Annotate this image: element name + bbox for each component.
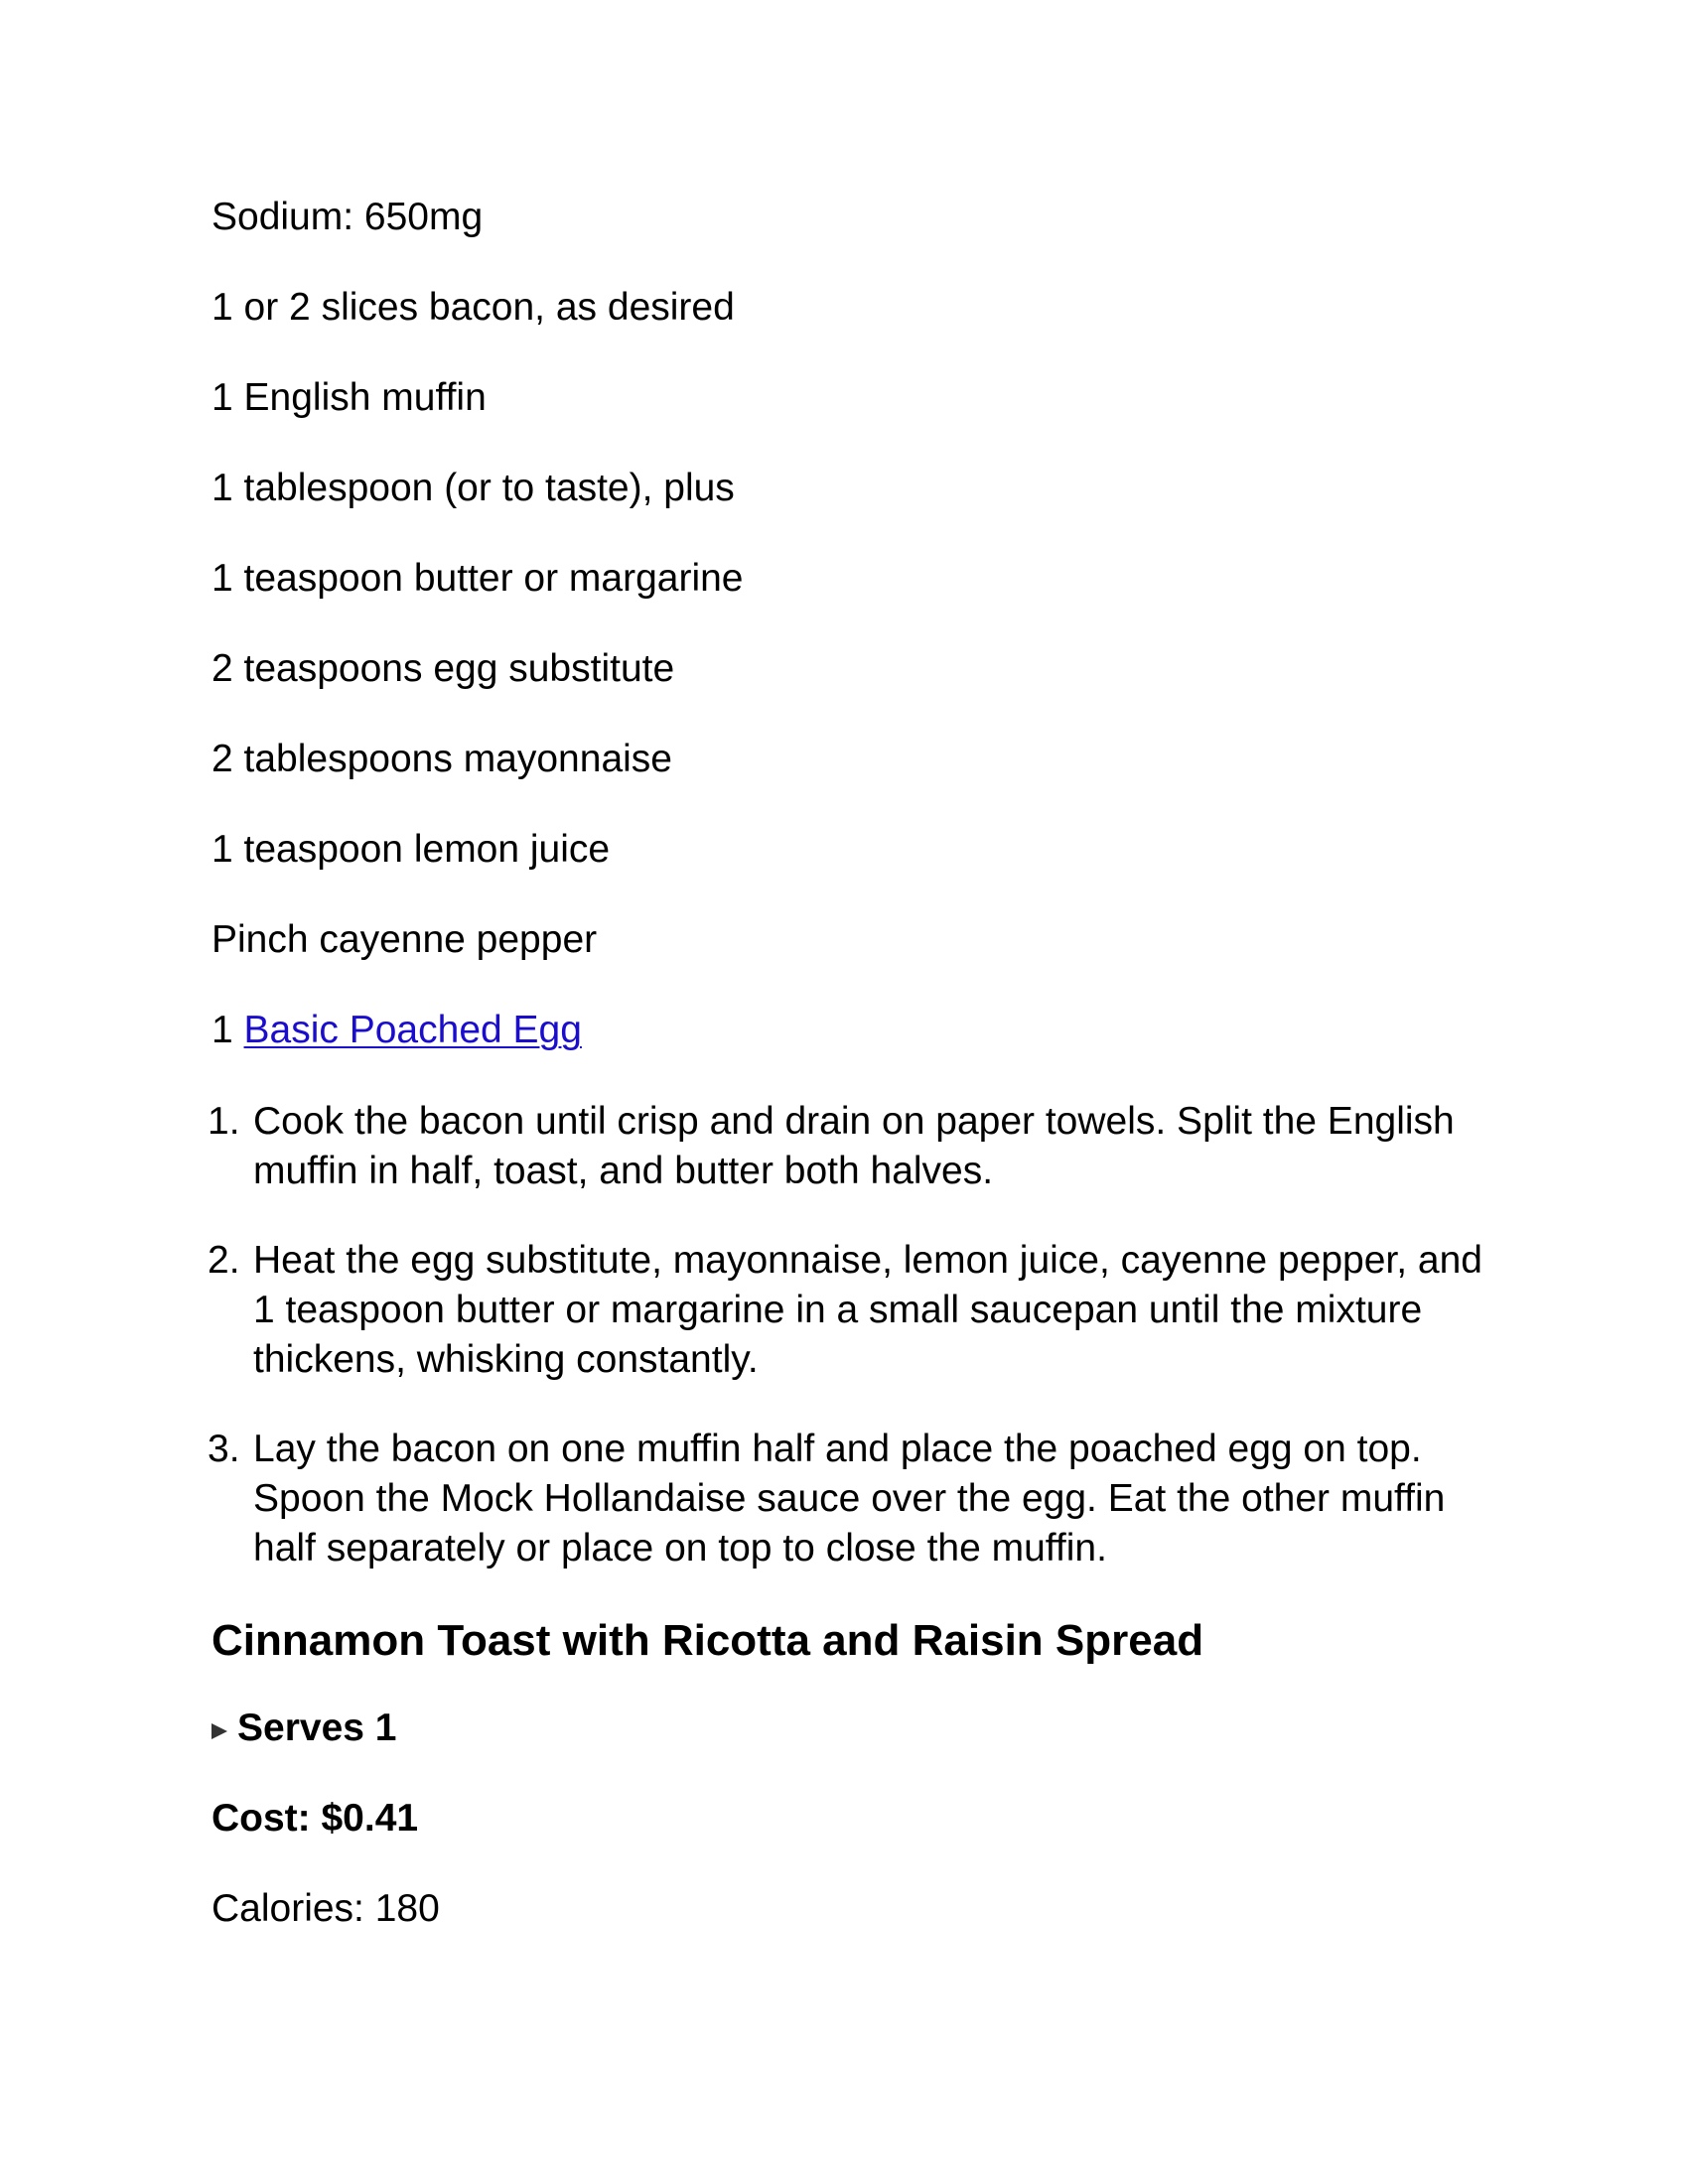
- step-text: Cook the bacon until crisp and drain on paper towels. Split the English muffin in half, toast, and butter both halves.: [253, 1100, 1455, 1192]
- ingredient-item: 2 tablespoons mayonnaise: [211, 738, 672, 780]
- instruction-step: [208, 1097, 1502, 1196]
- ingredient-item: 1 or 2 slices bacon, as desired: [211, 286, 735, 329]
- ingredient-item: Pinch cayenne pepper: [211, 918, 598, 961]
- sodium-text: Sodium: 650mg: [211, 196, 484, 238]
- recipe-page: [208, 194, 1502, 1976]
- step-text: Heat the egg substitute, mayonnaise, lemon juice, cayenne pepper, and 1 teaspoon butter or margarine in a small saucepan until the mixture thickens, whisking constantly.: [253, 1239, 1482, 1381]
- ingredient-item: 1 tablespoon (or to taste), plus: [211, 467, 735, 509]
- instructions-list: [208, 1097, 1502, 1573]
- ingredient-item: 1 teaspoon lemon juice: [211, 828, 611, 871]
- calories-text: Calories: 180: [211, 1887, 440, 1930]
- step-number: 2.: [208, 1239, 240, 1282]
- cost-text: Cost: $0.41: [211, 1797, 419, 1840]
- ingredient-item: 1 teaspoon butter or margarine: [211, 557, 744, 600]
- step-number: 3.: [208, 1428, 240, 1470]
- poached-egg-quantity: 1: [211, 1009, 244, 1051]
- instruction-step: [208, 1425, 1502, 1573]
- arrow-right-icon: [211, 1723, 227, 1739]
- ingredient-item: 2 teaspoons egg substitute: [211, 647, 675, 690]
- instruction-step: [208, 1236, 1502, 1385]
- serves-text: Serves 1: [237, 1706, 397, 1749]
- step-text: Lay the bacon on one muffin half and place the poached egg on top. Spoon the Mock Hollandaise sauce over the egg. Eat the other muffin half separately or place on top to close the muffin.: [253, 1428, 1446, 1570]
- recipe-title: Cinnamon Toast with Ricotta and Raisin Spread: [211, 1616, 1204, 1665]
- serves-row: [211, 1705, 1502, 1752]
- basic-poached-egg-link[interactable]: Basic Poached Egg: [243, 1009, 582, 1051]
- ingredient-item-poached-egg: [211, 1007, 1502, 1054]
- step-number: 1.: [208, 1100, 240, 1143]
- ingredient-item: 1 English muffin: [211, 376, 487, 419]
